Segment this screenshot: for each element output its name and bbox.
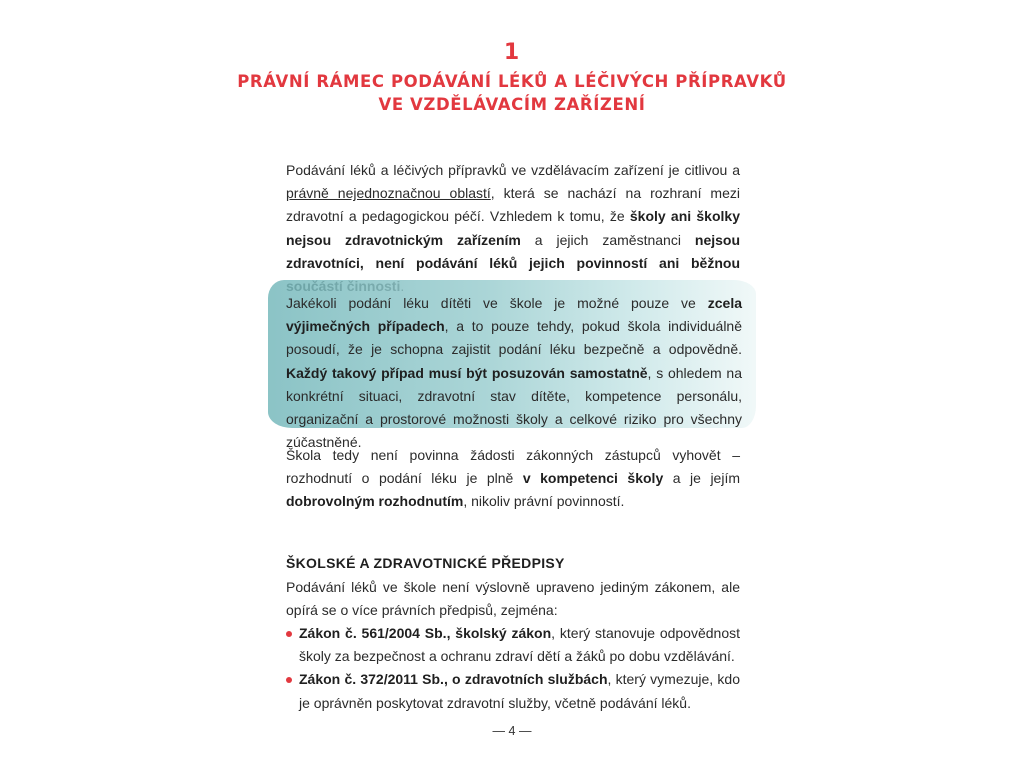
section-intro: Podávání léků ve škole není výslovně upraveno jediným zákonem, ale opírá se o více právních předpisů, zejména:: [286, 579, 740, 619]
chapter-title-line-2: VE VZDĚLÁVACÍM ZAŘÍZENÍ: [378, 95, 646, 114]
list-item: Zákon č. 561/2004 Sb., školský zákon, který stanovuje odpovědnost školy za bezpečnost a ochranu zdraví dětí a žáků po dobu vzdělávání.: [286, 622, 740, 668]
section-heading: ŠKOLSKÉ A ZDRAVOTNICKÉ PŘEDPISY: [286, 555, 565, 571]
bullet-icon: [286, 677, 292, 683]
law-list: [286, 622, 740, 715]
conclusion-paragraph: Škola tedy není povinna žádosti zákonných zástupců vyhovět – rozhodnutí o podání léku je plně v kompetenci školy a je jejím dobrovolným rozhodnutím, nikoliv právní povinností.: [286, 447, 741, 510]
list-item: Zákon č. 372/2011 Sb., o zdravotních službách, který vymezuje, kdo je oprávněn poskytovat zdravotní služby, včetně podávání léků.: [286, 668, 740, 714]
chapter-number: 1: [503, 40, 521, 65]
chapter-title: [0, 70, 1024, 116]
underlined-phrase: právně nejednoznačnou oblastí: [286, 185, 491, 202]
bullet-icon: [286, 631, 292, 637]
highlighted-paragraph: Jakékoli podání léku dítěti ve škole je možné pouze ve zcela výjimečných případech, a to pouze tehdy, pokud škola individuálně posoudí, že je schopna zajistit podání léku bezpečně a odpovědně. Každý takový případ musí být posuzován samostatně, s ohledem na konkrétní situaci, zdravotní stav dítěte, kompetence personálu, organizační a prostorové možnosti školy a celkové riziko pro všechny zúčastněné.: [286, 295, 743, 451]
page-number: — 4 —: [492, 724, 532, 738]
chapter-title-line-1: PRÁVNÍ RÁMEC PODÁVÁNÍ LÉKŮ A LÉČIVÝCH PŘÍPRAVKŮ: [237, 72, 787, 91]
intro-paragraph: Podávání léků a léčivých přípravků ve vzdělávacím zařízení je citlivou a právně nejednoznačnou oblastí, která se nachází na rozhraní mezi zdravotní a pedagogickou péčí. Vzhledem k tomu, že školy ani školky nejsou zdravotnickým zařízením a jejich zaměstnanci nejsou zdravotníci, není podávání léků jejich povinností ani běžnou: [286, 162, 741, 271]
